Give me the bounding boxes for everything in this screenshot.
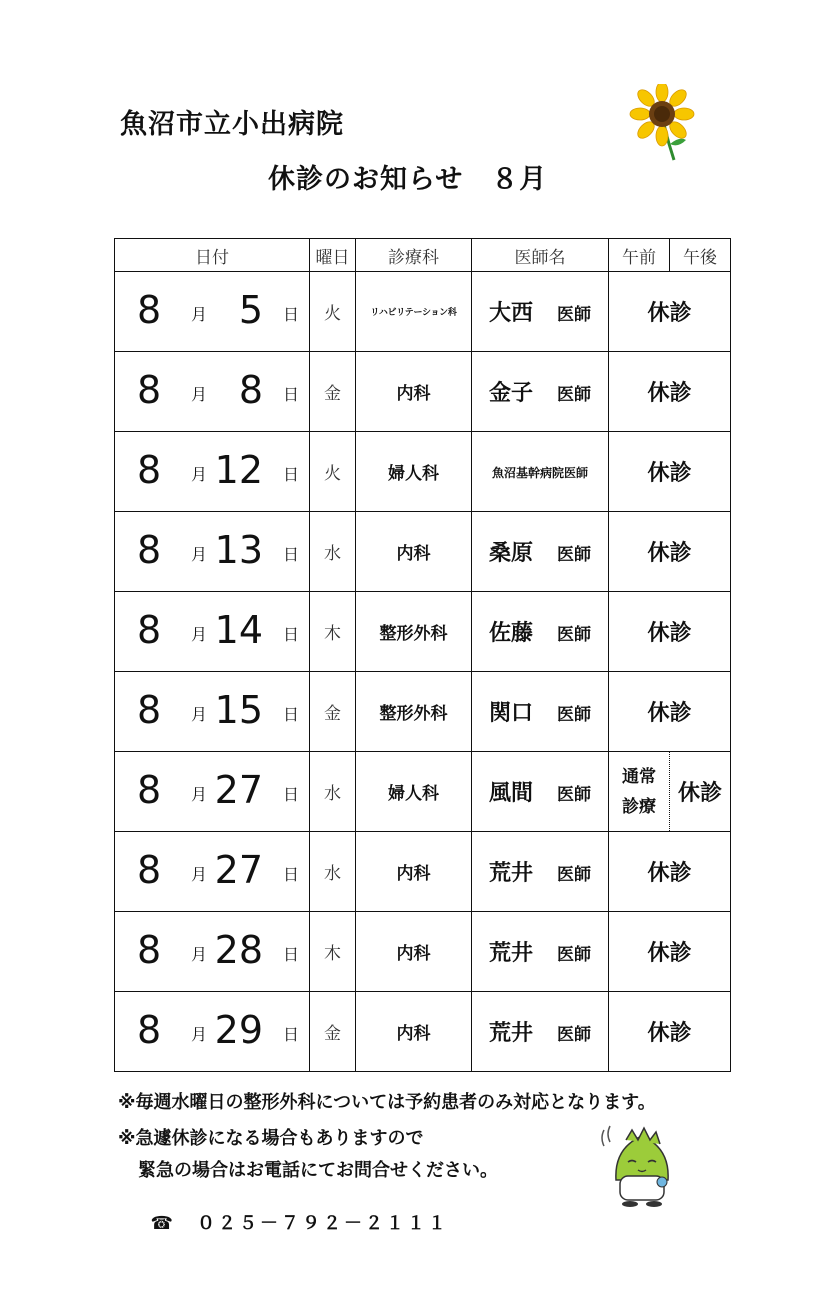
doctor-cell [472, 832, 609, 912]
doctor-name: 大西 [488, 301, 533, 326]
doctor-cell [472, 992, 609, 1072]
month: 8 [137, 368, 162, 412]
doctor-cell [472, 752, 609, 832]
month: 8 [137, 528, 162, 572]
pm-status: 休診 [677, 781, 722, 806]
day: 5 [238, 288, 263, 332]
doctor-name: 佐藤 [488, 621, 533, 646]
header-doctor: 医師名 [472, 239, 609, 272]
status-cell: 休診 [609, 832, 731, 912]
telephone-icon: ☎ [150, 1213, 173, 1234]
table-row [115, 352, 731, 432]
date-cell [115, 752, 310, 832]
dept-cell: 内科 [356, 912, 472, 992]
dept-cell: 内科 [356, 832, 472, 912]
day-suffix: 日 [282, 945, 299, 964]
mascot-icon [596, 1118, 688, 1208]
table-row [115, 992, 731, 1072]
doctor-name: 魚沼基幹病院医師 [491, 466, 588, 480]
month: 8 [137, 928, 162, 972]
month-suffix: 月 [191, 465, 208, 484]
day: 29 [214, 1008, 263, 1052]
month: 8 [137, 608, 162, 652]
date-cell [115, 672, 310, 752]
dow-cell: 水 [310, 512, 356, 592]
day: 14 [214, 608, 263, 652]
day-suffix: 日 [282, 865, 299, 884]
month-suffix: 月 [191, 785, 208, 804]
dow-cell: 水 [310, 752, 356, 832]
dept-cell: 内科 [356, 512, 472, 592]
header-date: 日付 [115, 239, 310, 272]
date-cell [115, 512, 310, 592]
status-cell: 休診 [609, 352, 731, 432]
dow-cell: 水 [310, 832, 356, 912]
dow-cell: 金 [310, 992, 356, 1072]
header-am: 午前 [609, 239, 670, 272]
day: 27 [214, 848, 263, 892]
day: 27 [214, 768, 263, 812]
note-line-2: ※急遽休診になる場合もありますので [118, 1128, 424, 1149]
doctor-cell [472, 352, 609, 432]
day-suffix: 日 [282, 305, 299, 324]
day-suffix: 日 [282, 545, 299, 564]
status-cell: 休診 [609, 272, 731, 352]
table-header-row [115, 239, 731, 272]
day-suffix: 日 [282, 385, 299, 404]
dow-cell: 火 [310, 272, 356, 352]
doctor-name: 桑原 [488, 541, 533, 566]
date-cell [115, 992, 310, 1072]
am-status [609, 752, 670, 831]
doctor-title: 医師 [557, 945, 591, 965]
day: 12 [214, 448, 263, 492]
status-cell: 休診 [609, 432, 731, 512]
status-cell: 休診 [609, 992, 731, 1072]
dept-cell: 婦人科 [356, 432, 472, 512]
dept-cell: 内科 [356, 992, 472, 1072]
doctor-cell [472, 912, 609, 992]
date-cell [115, 432, 310, 512]
month-suffix: 月 [191, 545, 208, 564]
doctor-cell [472, 432, 609, 512]
month-suffix: 月 [191, 705, 208, 724]
table-row [115, 752, 731, 832]
phone-number[interactable]: ０２５－７９２－２１１１ [196, 1213, 449, 1234]
month: 8 [137, 448, 162, 492]
date-cell [115, 592, 310, 672]
doctor-title: 医師 [557, 705, 591, 725]
table-row [115, 272, 731, 352]
status-cell: 休診 [609, 672, 731, 752]
dow-cell: 金 [310, 672, 356, 752]
day-suffix: 日 [282, 1025, 299, 1044]
month: 8 [137, 768, 162, 812]
doctor-cell [472, 512, 609, 592]
date-cell [115, 912, 310, 992]
month-suffix: 月 [191, 865, 208, 884]
date-cell [115, 352, 310, 432]
month-suffix: 月 [191, 945, 208, 964]
doctor-title: 医師 [557, 385, 591, 405]
dow-cell: 火 [310, 432, 356, 512]
dow-cell: 木 [310, 592, 356, 672]
table-row [115, 592, 731, 672]
day-suffix: 日 [282, 705, 299, 724]
month: 8 [137, 848, 162, 892]
doctor-title: 医師 [557, 625, 591, 645]
doctor-title: 医師 [557, 865, 591, 885]
doctor-name: 荒井 [488, 861, 533, 886]
header-pm: 午後 [670, 239, 731, 272]
table-row [115, 512, 731, 592]
table-row [115, 832, 731, 912]
date-cell [115, 832, 310, 912]
doctor-title: 医師 [557, 305, 591, 325]
month: 8 [137, 688, 162, 732]
doctor-name: 荒井 [488, 941, 533, 966]
doctor-title: 医師 [557, 1025, 591, 1045]
doctor-cell [472, 272, 609, 352]
status-cell-split [609, 752, 731, 832]
doctor-name: 荒井 [488, 1021, 533, 1046]
dow-cell: 金 [310, 352, 356, 432]
month: 8 [137, 1008, 162, 1052]
day-suffix: 日 [282, 465, 299, 484]
dept-cell: 整形外科 [356, 672, 472, 752]
month-suffix: 月 [191, 625, 208, 644]
doctor-name: 金子 [488, 381, 533, 406]
header-dow: 曜日 [310, 239, 356, 272]
month-suffix: 月 [191, 305, 208, 324]
dow-cell: 木 [310, 912, 356, 992]
status-cell: 休診 [609, 912, 731, 992]
day-suffix: 日 [282, 625, 299, 644]
day: 15 [214, 688, 263, 732]
dept-cell: リハビリテーション科 [356, 272, 472, 352]
header-dept: 診療科 [356, 239, 472, 272]
day: 28 [214, 928, 263, 972]
month: 8 [137, 288, 162, 332]
doctor-name: 風間 [488, 781, 533, 806]
date-cell [115, 272, 310, 352]
day: 13 [214, 528, 263, 572]
note-line-1: ※毎週水曜日の整形外科については予約患者のみ対応となります。 [118, 1092, 656, 1113]
dept-cell: 婦人科 [356, 752, 472, 832]
day-suffix: 日 [282, 785, 299, 804]
month-suffix: 月 [191, 385, 208, 404]
note-line-3: 緊急の場合はお電話にてお問合せください。 [138, 1160, 498, 1181]
doctor-cell [472, 592, 609, 672]
schedule-table [114, 238, 731, 1072]
phone-line [138, 1188, 449, 1235]
month-suffix: 月 [191, 1025, 208, 1044]
sunflower-icon [628, 84, 698, 162]
status-cell: 休診 [609, 592, 731, 672]
page-title: 休診のお知らせ ８月 [268, 164, 548, 195]
doctor-cell [472, 672, 609, 752]
am-status-text: 通常 診療 [622, 766, 656, 817]
doctor-title: 医師 [557, 785, 591, 805]
table-row [115, 672, 731, 752]
table-row [115, 912, 731, 992]
doctor-name: 関口 [488, 701, 533, 726]
status-cell: 休診 [609, 512, 731, 592]
day: 8 [238, 368, 263, 412]
hospital-name: 魚沼市立小出病院 [120, 109, 344, 140]
table-row [115, 432, 731, 512]
doctor-title: 医師 [557, 545, 591, 565]
dept-cell: 内科 [356, 352, 472, 432]
dept-cell: 整形外科 [356, 592, 472, 672]
